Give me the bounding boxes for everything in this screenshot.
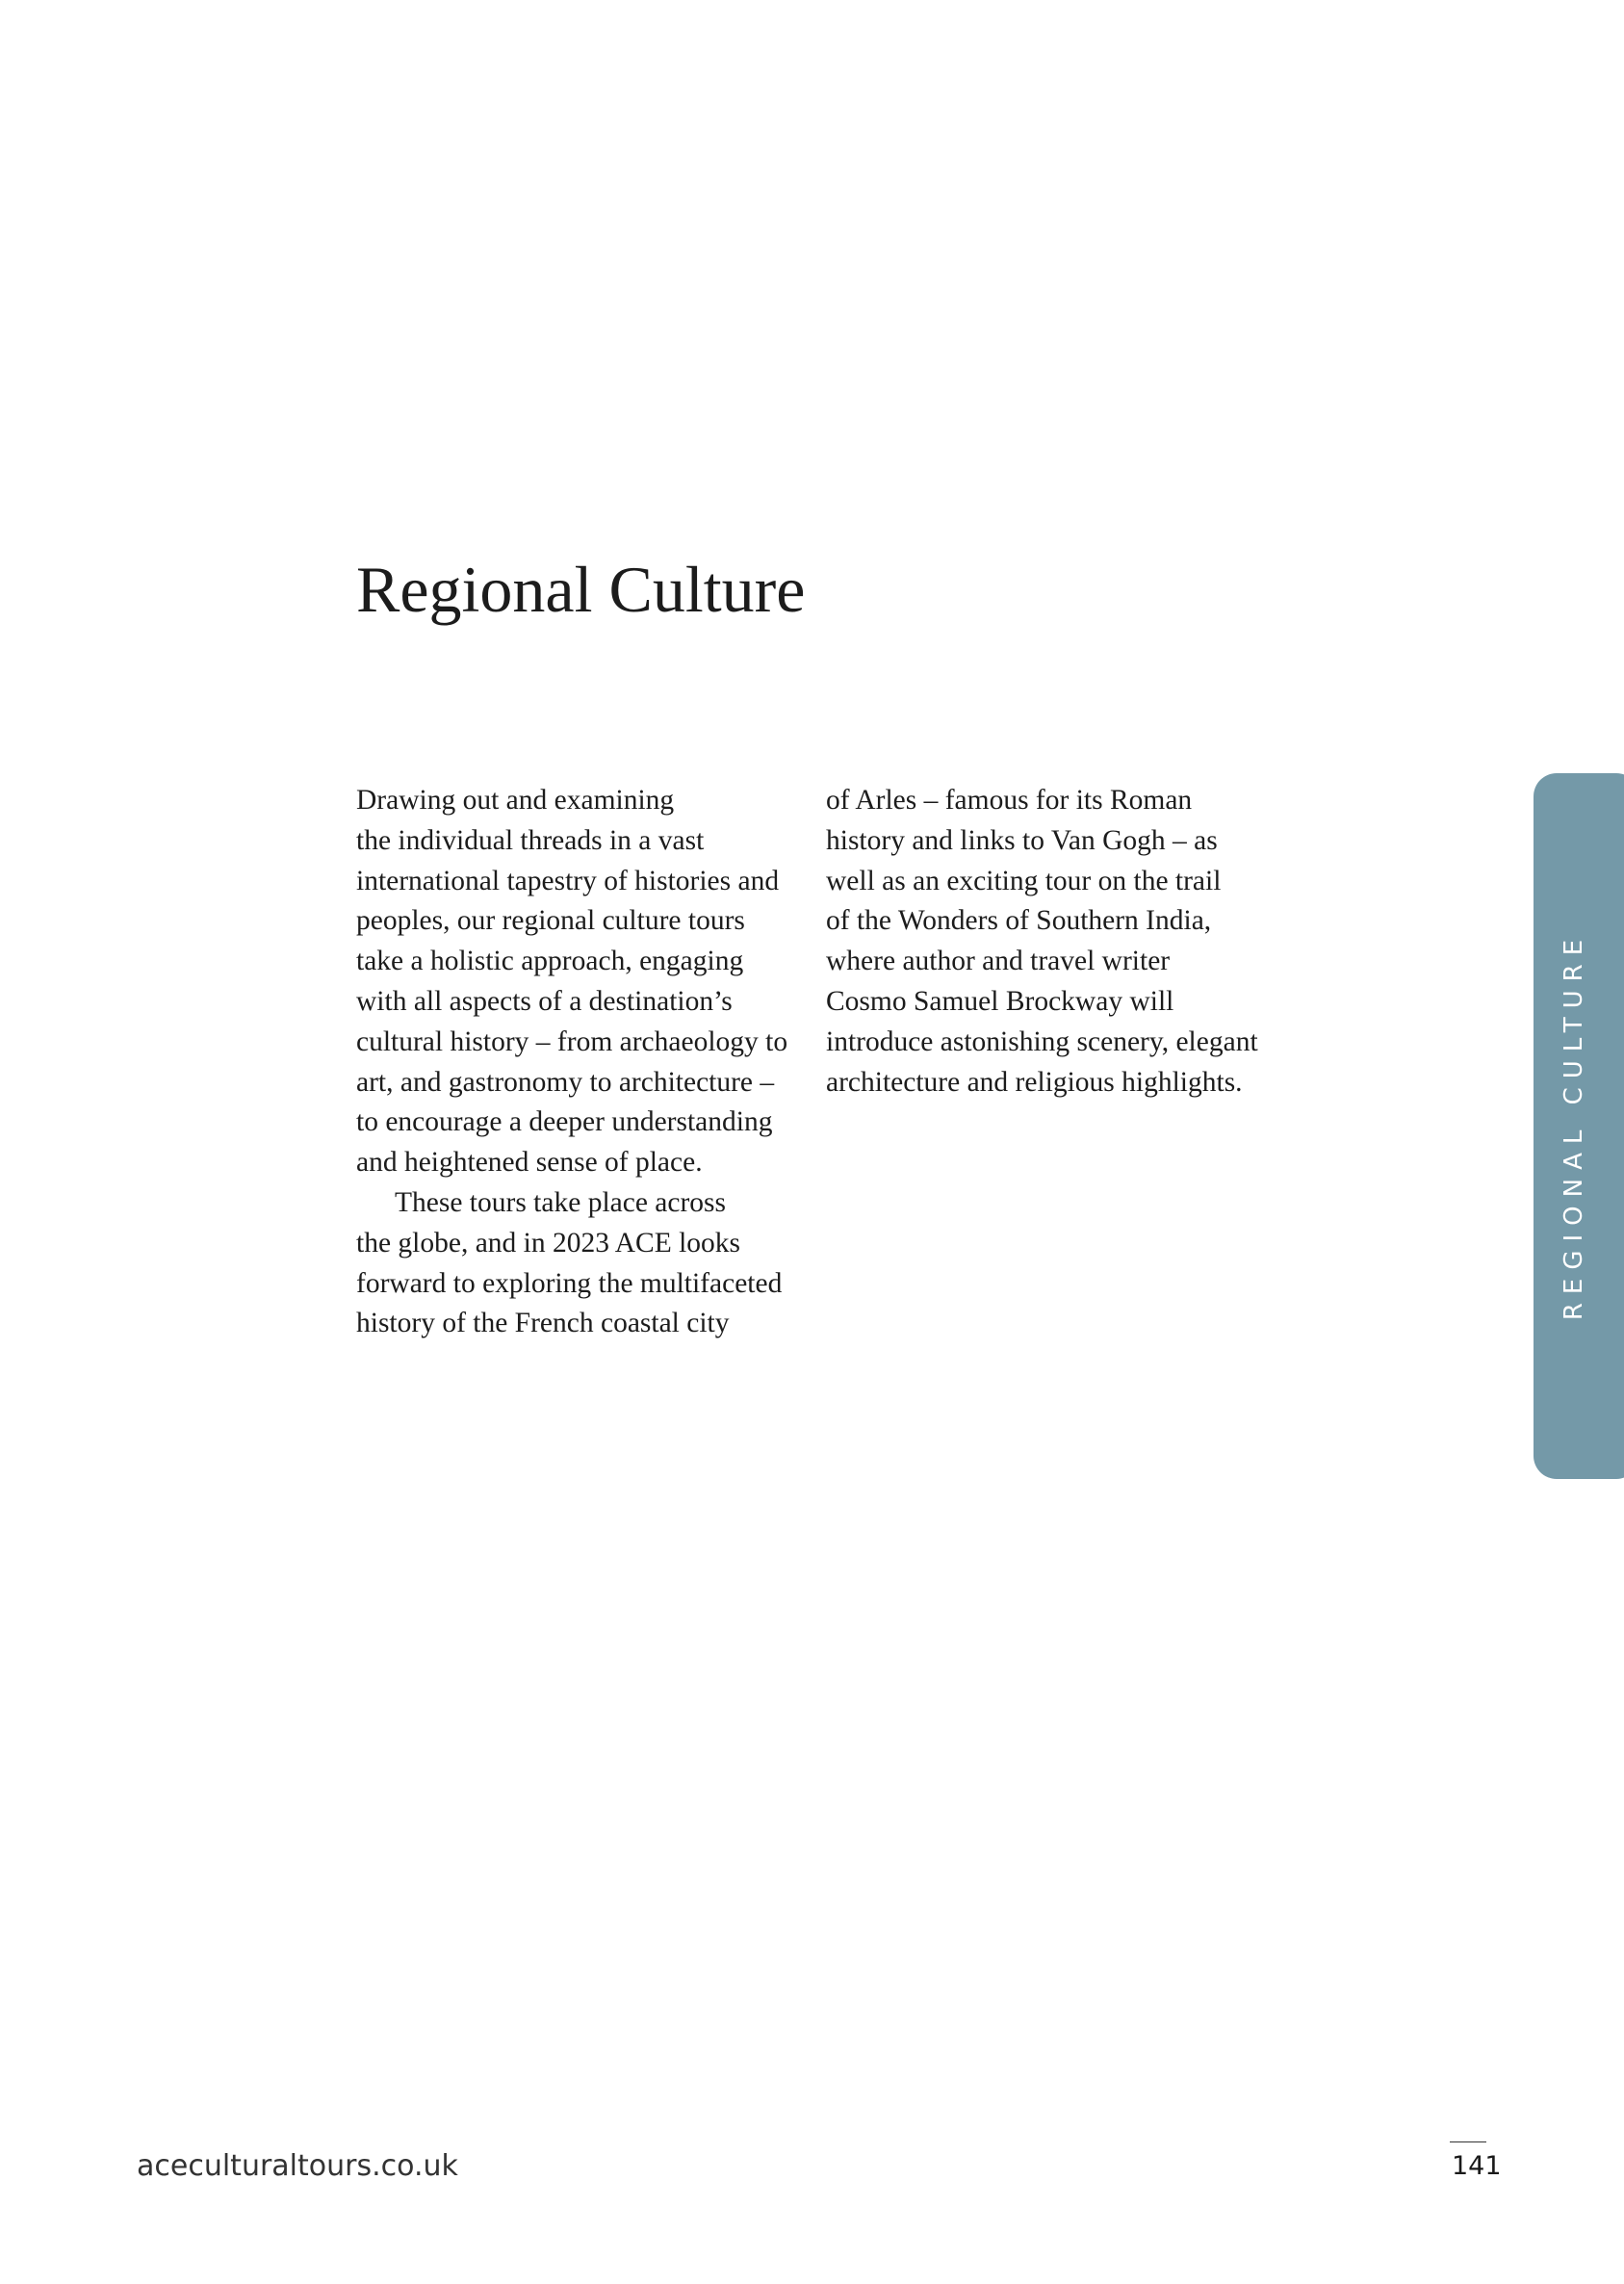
body-line: history of the French coastal city: [356, 1308, 730, 1339]
body-line: the globe, and in 2023 ACE looks: [356, 1227, 741, 1259]
section-side-tab-label: REGIONAL CULTURE: [1560, 930, 1588, 1321]
body-line: the individual threads in a vast: [356, 824, 705, 856]
body-column-right: [826, 781, 1278, 1103]
footer-website-url: aceculturaltours.co.uk: [137, 2149, 458, 2183]
body-line: and heightened sense of place.: [356, 1147, 703, 1179]
body-line: international tapestry of histories and: [356, 865, 780, 896]
body-line: with all aspects of a destination’s: [356, 985, 733, 1017]
body-line: of the Wonders of Southern India,: [826, 905, 1212, 937]
body-line: forward to exploring the multifaceted: [356, 1267, 783, 1299]
body-line: to encourage a deeper understanding: [356, 1106, 773, 1138]
body-column-left: [356, 781, 809, 1344]
page-number-rule: [1450, 2141, 1486, 2142]
body-line: Drawing out and examining: [356, 785, 675, 816]
body-line-paragraph-start: These tours take place across: [395, 1186, 727, 1218]
body-line: history and links to Van Gogh – as: [826, 824, 1218, 856]
page-title: Regional Culture: [356, 553, 806, 626]
body-line: art, and gastronomy to architecture –: [356, 1066, 775, 1098]
body-line: architecture and religious highlights.: [826, 1066, 1243, 1098]
body-line: introduce astonishing scenery, elegant: [826, 1025, 1258, 1057]
body-line: cultural history – from archaeology to: [356, 1025, 788, 1057]
body-line: of Arles – famous for its Roman: [826, 785, 1193, 816]
page-number: 141: [1452, 2151, 1502, 2181]
body-line: well as an exciting tour on the trail: [826, 865, 1222, 896]
body-line: take a holistic approach, engaging: [356, 946, 744, 977]
body-line: peoples, our regional culture tours: [356, 905, 745, 937]
body-line: Cosmo Samuel Brockway will: [826, 985, 1174, 1017]
body-line: where author and travel writer: [826, 946, 1171, 977]
